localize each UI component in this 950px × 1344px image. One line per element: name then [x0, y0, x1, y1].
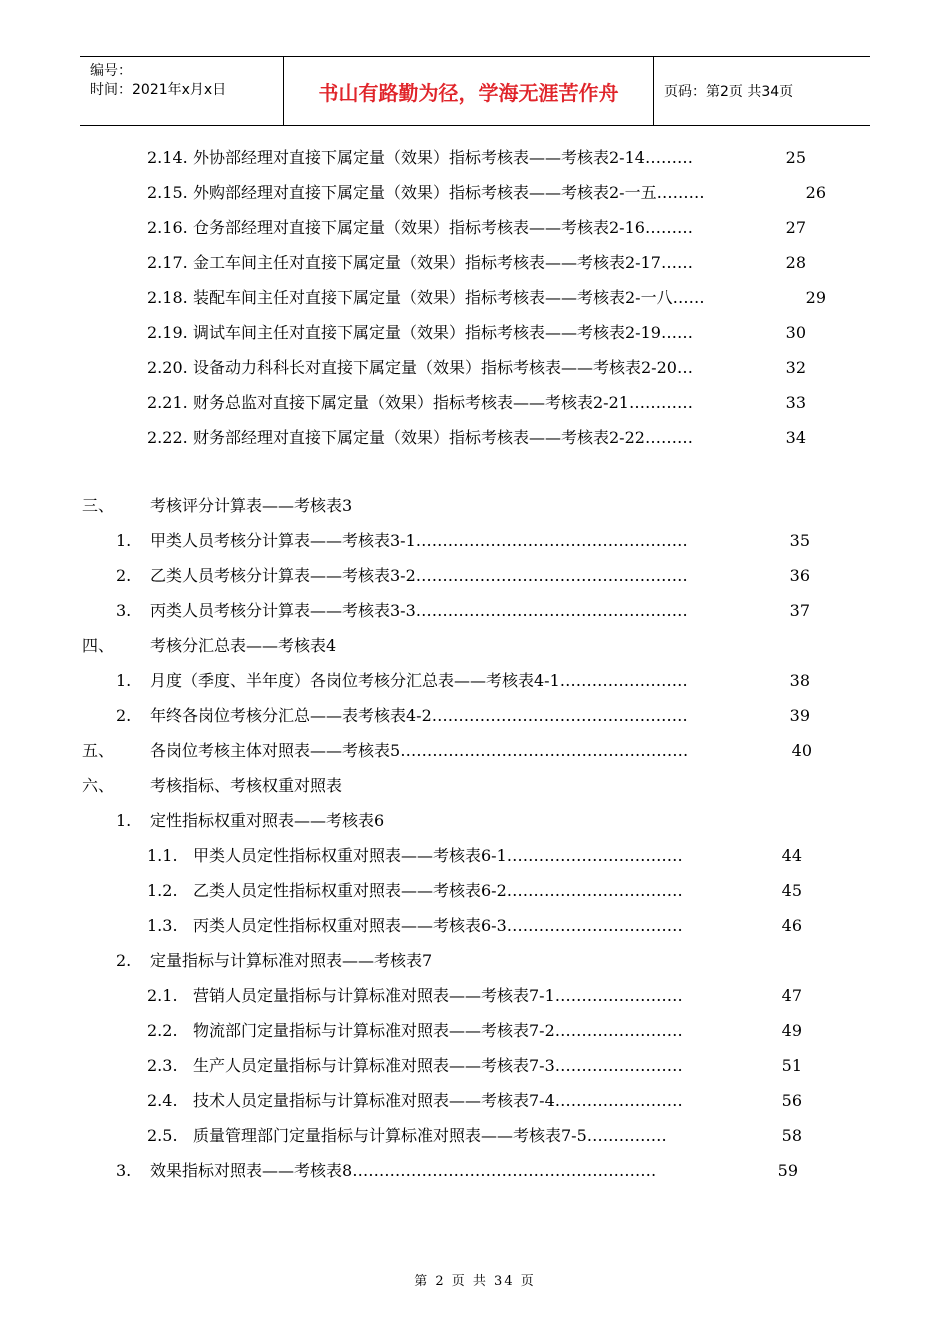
toc-entry-number: 2.22.: [147, 428, 188, 447]
toc-entry-title: 定性指标权重对照表——考核表6: [150, 811, 385, 830]
toc-entry-title: 财务总监对直接下属定量（效果）指标考核表——考核表2-21: [193, 393, 629, 412]
toc-entry[interactable]: [147, 1124, 802, 1148]
header-page-info: 页码：第2页 共34页: [664, 84, 794, 100]
toc-entry[interactable]: [147, 181, 826, 205]
toc-leader-dots: ……………………………………………: [415, 601, 688, 620]
toc-leader-dots: [384, 809, 440, 833]
toc-entry-title: 金工车间主任对直接下属定量（效果）指标考核表——考核表2-17: [193, 253, 661, 272]
page-header: [80, 56, 870, 126]
toc-entry[interactable]: [147, 984, 802, 1008]
toc-page-number: 25: [785, 148, 806, 167]
toc-page-number: 30: [785, 323, 806, 342]
toc-entry-number: 1.: [116, 671, 132, 690]
toc-entry-title: 调试车间主任对直接下属定量（效果）指标考核表——考核表2-19: [193, 323, 661, 342]
toc-leader-dots: ……………………………: [506, 881, 683, 900]
toc-entry-number: 1.1.: [147, 846, 178, 865]
toc-entry-title: 乙类人员定性指标权重对照表——考核表6-2: [193, 881, 507, 900]
toc-page-number: 38: [789, 671, 810, 690]
toc-page-number: 51: [781, 1056, 802, 1075]
toc-entry-number: 2.16.: [147, 218, 188, 237]
toc-entry[interactable]: [147, 356, 806, 380]
toc-leader-dots: ……………………………………………: [415, 566, 688, 585]
toc-entry-number: 2.3.: [147, 1056, 178, 1075]
toc-entry-title: 外协部经理对直接下属定量（效果）指标考核表——考核表2-14: [193, 148, 645, 167]
toc-entry-number: 四、: [82, 636, 115, 655]
toc-leader-dots: ……………………………: [506, 846, 683, 865]
toc-entry-title: 技术人员定量指标与计算标准对照表——考核表7-4: [193, 1091, 555, 1110]
toc-page-number: 26: [805, 183, 826, 202]
document-time-label: 时间：2021年x月x日: [90, 82, 227, 98]
toc-page-number: 49: [781, 1021, 802, 1040]
toc-entry-title: 考核评分计算表——考核表3: [150, 496, 353, 515]
page-footer: 第 2 页 共 34 页: [414, 1274, 536, 1289]
toc-leader-dots: ……………………: [554, 986, 683, 1005]
toc-entry[interactable]: [116, 1159, 798, 1183]
toc-leader-dots: …: [676, 358, 693, 377]
toc-entry[interactable]: [147, 216, 806, 240]
toc-entry-title: 年终各岗位考核分汇总——表考核表4-2: [150, 706, 432, 725]
toc-entry-number: 2.19.: [147, 323, 188, 342]
toc-leader-dots: ……………………: [554, 1021, 683, 1040]
toc-entry[interactable]: [82, 774, 380, 798]
toc-page-number: 29: [805, 288, 826, 307]
toc-leader-dots: ……………………: [559, 671, 688, 690]
toc-leader-dots: [336, 634, 380, 658]
toc-leader-dots: ………………………………………………: [400, 741, 689, 760]
toc-page-number: 34: [785, 428, 806, 447]
toc-page-number: 44: [781, 846, 802, 865]
toc-entry[interactable]: [116, 669, 810, 693]
toc-entry-number: 2.21.: [147, 393, 188, 412]
toc-entry[interactable]: [147, 1019, 802, 1043]
toc-entry[interactable]: [147, 146, 806, 170]
header-meta: [90, 62, 280, 100]
toc-leader-dots: ……………………………………………: [415, 531, 688, 550]
toc-entry-title: 物流部门定量指标与计算标准对照表——考核表7-2: [193, 1021, 555, 1040]
toc-page-number: 56: [781, 1091, 802, 1110]
toc-page-number: 35: [789, 531, 810, 550]
toc-entry-title: 丙类人员考核分计算表——考核表3-3: [150, 601, 416, 620]
toc-entry-number: 五、: [82, 741, 115, 760]
toc-entry[interactable]: [147, 286, 826, 310]
toc-entry-number: 三、: [82, 496, 115, 515]
toc-entry-number: 1.3.: [147, 916, 178, 935]
toc-entry-title: 营销人员定量指标与计算标准对照表——考核表7-1: [193, 986, 555, 1005]
toc-entry-title: 财务部经理对直接下属定量（效果）指标考核表——考核表2-22: [193, 428, 645, 447]
toc-entry-number: 2.15.: [147, 183, 188, 202]
toc-entry[interactable]: [82, 739, 812, 763]
toc-page-number: 45: [781, 881, 802, 900]
toc-entry-number: 2.4.: [147, 1091, 178, 1110]
toc-entry-title: 甲类人员定性指标权重对照表——考核表6-1: [193, 846, 507, 865]
toc-entry-title: 仓务部经理对直接下属定量（效果）指标考核表——考核表2-16: [193, 218, 645, 237]
toc-entry[interactable]: [147, 391, 806, 415]
toc-page-number: 40: [791, 741, 812, 760]
toc-entry[interactable]: [116, 599, 810, 623]
toc-entry-title: 质量管理部门定量指标与计算标准对照表——考核表7-5: [193, 1126, 587, 1145]
toc-leader-dots: ……………: [586, 1126, 667, 1145]
toc-page-number: 36: [789, 566, 810, 585]
toc-leader-dots: ……: [660, 253, 693, 272]
toc-page-number: 58: [781, 1126, 802, 1145]
toc-leader-dots: ……………………: [554, 1091, 683, 1110]
toc-entry[interactable]: [147, 1089, 802, 1113]
toc-entry-number: 2.5.: [147, 1126, 178, 1145]
toc-entry-title: 丙类人员定性指标权重对照表——考核表6-3: [193, 916, 507, 935]
toc-entry-number: 2.: [116, 706, 132, 725]
toc-leader-dots: ………: [656, 183, 705, 202]
toc-leader-dots: …………………………………………………: [352, 1161, 657, 1180]
toc-entry-number: 3.: [116, 1161, 132, 1180]
toc-page-number: 59: [777, 1161, 798, 1180]
toc-entry-title: 甲类人员考核分计算表——考核表3-1: [150, 531, 416, 550]
toc-entry[interactable]: [116, 809, 440, 833]
header-motto: 书山有路勤为径，学海无涯苦作舟: [318, 80, 619, 105]
toc-page-number: 37: [789, 601, 810, 620]
toc-entry[interactable]: [147, 844, 802, 868]
toc-entry-title: 外购部经理对直接下属定量（效果）指标考核表——考核表2-一五: [193, 183, 657, 202]
toc-entry[interactable]: [147, 426, 806, 450]
toc-entry-title: 效果指标对照表——考核表8: [150, 1161, 353, 1180]
toc-leader-dots: [432, 949, 490, 973]
toc-leader-dots: …………………………………………: [431, 706, 688, 725]
toc-entry-number: 1.2.: [147, 881, 178, 900]
toc-entry-title: 考核分汇总表——考核表4: [150, 636, 337, 655]
toc-entry-number: 2.: [116, 951, 132, 970]
toc-entry-number: 2.20.: [147, 358, 188, 377]
toc-leader-dots: ………: [644, 148, 693, 167]
toc-entry[interactable]: [82, 494, 380, 518]
toc-entry-number: 六、: [82, 776, 115, 795]
toc-entry-number: 2.: [116, 566, 132, 585]
toc-page-number: 27: [785, 218, 806, 237]
toc-entry-number: 2.17.: [147, 253, 188, 272]
toc-entry[interactable]: [82, 634, 380, 658]
header-divider: [653, 57, 654, 125]
toc-entry[interactable]: [116, 949, 490, 973]
toc-entry-title: 乙类人员考核分计算表——考核表3-2: [150, 566, 416, 585]
toc-entry-title: 生产人员定量指标与计算标准对照表——考核表7-3: [193, 1056, 555, 1075]
toc-leader-dots: ……………………: [554, 1056, 683, 1075]
toc-entry-number: 1.: [116, 531, 132, 550]
toc-entry-title: 各岗位考核主体对照表——考核表5: [150, 741, 401, 760]
toc-entry-number: 3.: [116, 601, 132, 620]
toc-page-number: 39: [789, 706, 810, 725]
toc-leader-dots: ……: [660, 323, 693, 342]
toc-leader-dots: [352, 494, 380, 518]
toc-entry[interactable]: [147, 879, 802, 903]
toc-entry[interactable]: [116, 529, 810, 553]
toc-entry-title: 考核指标、考核权重对照表: [150, 776, 343, 795]
toc-entry[interactable]: [116, 564, 810, 588]
toc-leader-dots: ………: [644, 218, 693, 237]
toc-entry[interactable]: [147, 321, 806, 345]
toc-leader-dots: …………: [628, 393, 693, 412]
toc-leader-dots: ………: [644, 428, 693, 447]
toc-leader-dots: [342, 774, 380, 798]
toc-page-number: 33: [785, 393, 806, 412]
toc-entry-title: 设备动力科科长对直接下属定量（效果）指标考核表——考核表2-20: [193, 358, 677, 377]
toc-leader-dots: ……………………………: [506, 916, 683, 935]
toc-entry[interactable]: [147, 1054, 802, 1078]
toc-leader-dots: ……: [672, 288, 705, 307]
toc-entry-number: 2.1.: [147, 986, 178, 1005]
toc-entry-title: 月度（季度、半年度）各岗位考核分汇总表——考核表4-1: [150, 671, 560, 690]
document-number-label: 编号：: [90, 63, 132, 79]
toc-entry-number: 1.: [116, 811, 132, 830]
toc-entry-title: 定量指标与计算标准对照表——考核表7: [150, 951, 433, 970]
toc-page-number: 46: [781, 916, 802, 935]
toc-page-number: 47: [781, 986, 802, 1005]
toc-entry[interactable]: [116, 704, 810, 728]
toc-entry-number: 2.2.: [147, 1021, 178, 1040]
toc-entry[interactable]: [147, 251, 806, 275]
toc-entry-number: 2.14.: [147, 148, 188, 167]
toc-entry[interactable]: [147, 914, 802, 938]
toc-page-number: 32: [785, 358, 806, 377]
toc-entry-number: 2.18.: [147, 288, 188, 307]
toc-entry-title: 装配车间主任对直接下属定量（效果）指标考核表——考核表2-一八: [193, 288, 673, 307]
toc-page-number: 28: [785, 253, 806, 272]
